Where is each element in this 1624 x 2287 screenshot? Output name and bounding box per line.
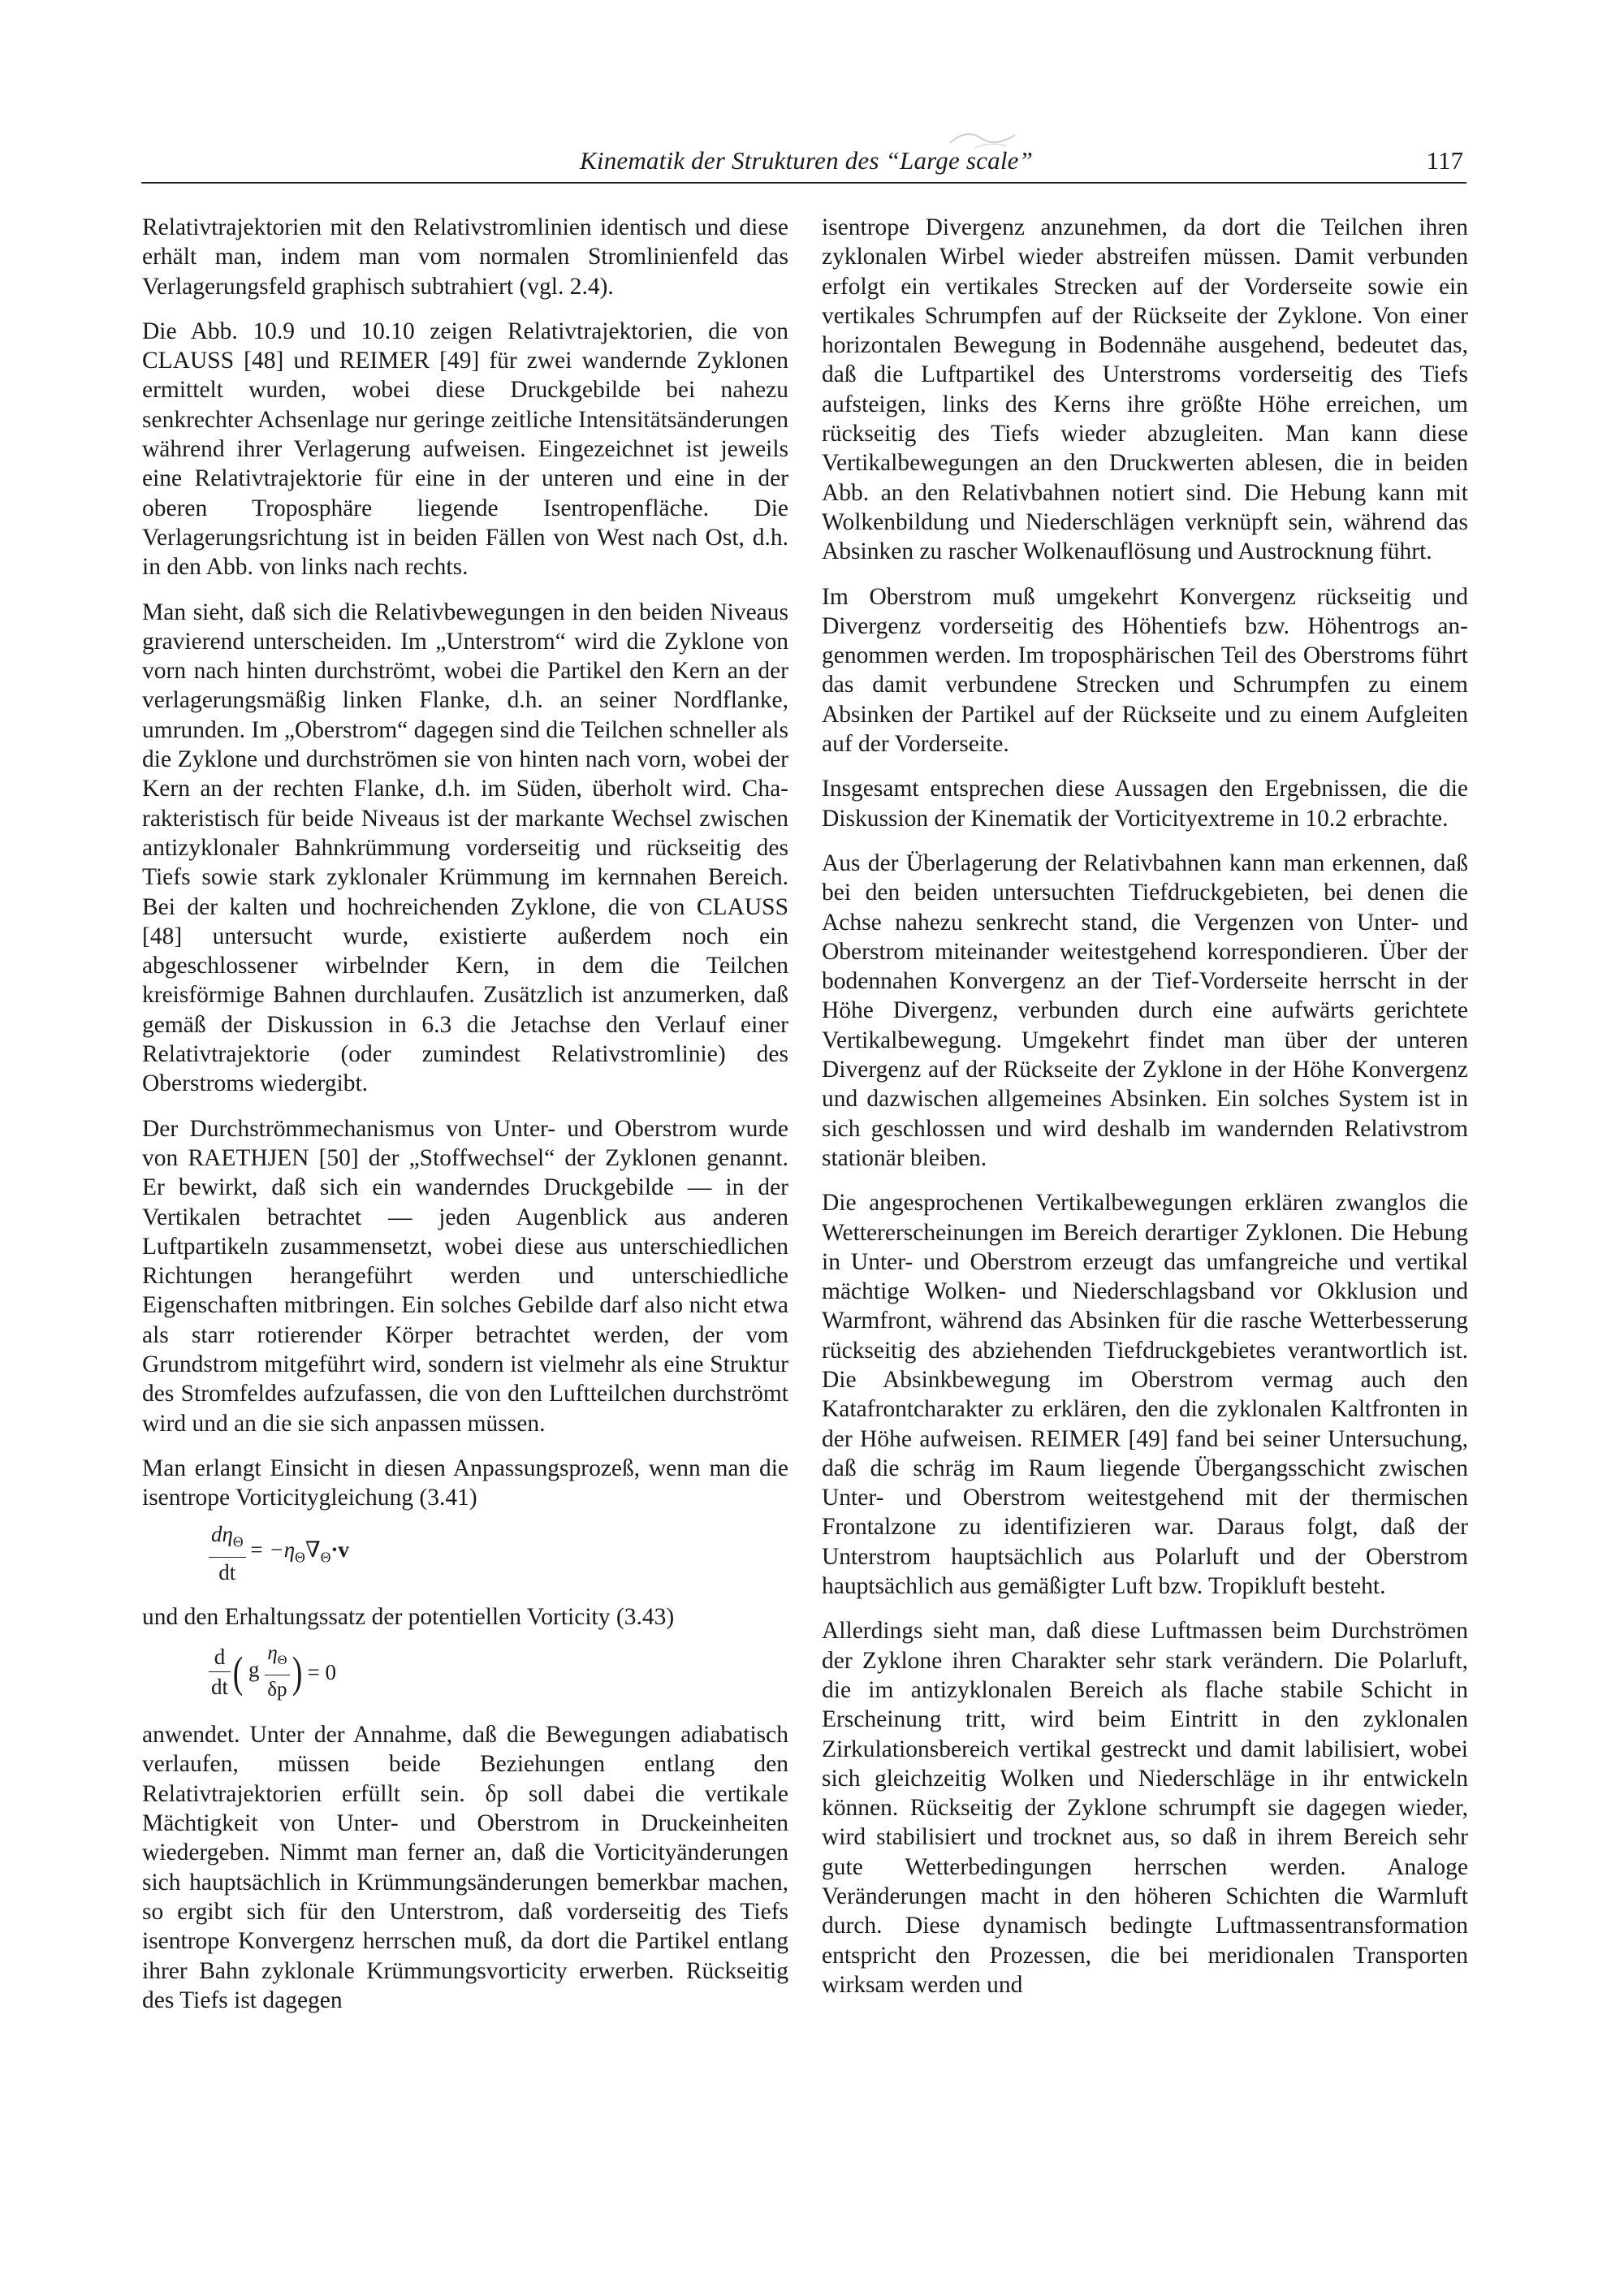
paragraph: Man sieht, daß sich die Relativbewegungen in den beiden Niveaus gravierend unterscheiden. Im „Unterstrom“ wird die Zyklone von vorn nach hinten durchströmt, wobei die Partikel den Kern an der verlagerungsmäßig linken Flanke, d.h. an seiner Nordflanke, umrunden. Im „Oberstrom“ dagegen sind die Teilchen schneller als die Zyklone und durchströmen sie von hinten nach vorn, wobei der Kern an der rechten Flanke, d.h. im Süden, überholt wird. Charakteristisch für beide Niveaus ist der markante Wechsel zwischen antizyklonaler Bahnkrümmung vorderseitig und rückseitig des Tiefs sowie stark zyklonaler Krümmung im kernnahen Bereich. Bei der kalten und hochreichenden Zyklone, die von CLAUSS [48] untersucht wurde, existierte außerdem noch ein abgeschlossener wirbelnder Kern, in dem die Teilchen kreisförmige Bahnen durchlaufen. Zusätzlich ist anzumerken, daß gemäß der Diskussion in 6.3 die Jetachse den Verlauf einer Relativtrajektorie (oder zumindest Relativstromlinie) des Oberstroms wiedergibt. [142, 599, 788, 1097]
left-column [142, 213, 788, 2030]
equation-potential-vorticity: $\frac{d}{dt}$ ( g $\frac{\eta_\Theta}{\delta p}$ ) = 0 [209, 1641, 788, 1702]
page-number: 117 [1426, 146, 1463, 175]
paragraph: anwendet. Unter der Annahme, daß die Bewegungen adiabatisch verlaufen, müssen beide Beziehungen entlang den Relativtrajektorien erfüllt sein. δp soll dabei die vertikale Mächtigkeit von Unter- und Oberstrom in Druckeinheiten wiedergeben. Nimmt man ferner an, daß die Vorticityänderungen sich hauptsächlich in Krümmungsänderungen bemerkbar machen, so ergibt sich für den Unterstrom, daß vorderseitig des Tiefs isentrope Konvergenz herrschen muß, da dort die Partikel entlang ihrer Bahn zyklonale Krümmungsvorticity erwerben. Rückseitig des Tiefs ist dagegen [142, 1722, 788, 2013]
paragraph: isentrope Divergenz anzunehmen, da dort die Teilchen ihren zyklonalen Wirbel wieder abstreifen müssen. Damit verbunden erfolgt ein vertikales Strecken auf der Vorderseite sowie ein vertikales Schrumpfen auf der Rückseite der Zyklone. Von einer horizontalen Bewegung in Bodennähe ausgehend, bedeutet das, daß die Luftpartikel des Unterstroms vorderseitig des Tiefs aufsteigen, links des Kerns ihre größte Höhe erreichen, um rückseitig des Tiefs wieder abzugleiten. Man kann diese Vertikalbewegungen an den Druckwerten ablesen, die in beiden Abb. an den Relativbahnen notiert sind. Die Hebung kann mit Wolkenbildung und Niederschlägen verknüpft sein, während das Absinken zu rascher Wolkenauflösung und Austrocknung führt. [822, 214, 1468, 565]
page-header [141, 145, 1466, 184]
equation-vorticity: $\frac{d\eta_\Theta}{dt}$ = $-\eta_\Theta\nabla_\Theta\cdot v$ [209, 1522, 788, 1584]
fraction: $\frac{d}{dt}$ [209, 1645, 231, 1699]
paragraph: Relativtrajektorien mit den Relativstromlinien identisch und diese erhält man, indem man vom normalen Stromlinienfeld das Verlagerungsfeld graphisch subtrahiert (vgl. 2.4). [142, 214, 788, 300]
paragraph: Im Oberstrom muß umgekehrt Konvergenz rückseitig und Divergenz vorderseitig des Höhentiefs bzw. Höhentrogs angenommen werden. Im troposphärischen Teil des Oberstroms führt das damit verbundene Strecken und Schrumpfen zu einem Absinken der Partikel auf der Rückseite und zu einem Aufgleiten auf der Vorderseite. [822, 583, 1468, 758]
fraction: $\frac{d\eta_\Theta}{dt}$ [209, 1522, 246, 1584]
fraction: $\frac{\eta_\Theta}{\delta p}$ [265, 1641, 289, 1702]
right-column [822, 213, 1468, 2015]
paragraph: Allerdings sieht man, daß diese Luftmassen beim Durchströmen der Zyklone ihren Charakter sehr stark verändern. Die Polarluft, die im antizyklonalen Bereich als flache stabile Schicht in Erscheinung tritt, wird beim Eintritt in den zyklonalen Zirkulationsbereich vertikal gestreckt und damit labilisiert, wobei sich gleichzeitig Wolken und Niederschläge in ihr entwickeln können. Rückseitig der Zyklone schrumpft sie dagegen wieder, wird stabilisiert und trocknet aus, so daß in ihrem Bereich sehr gute Wetterbedingungen herrschen werden. Analoge Veränderungen macht in den höheren Schichten die Warmluft durch. Diese dynamisch bedingte Luftmassentransformation entspricht den Prozessen, die bei meridionalen Transporten wirksam werden und [822, 1618, 1468, 1998]
paragraph: Der Durchströmmechanismus von Unter- und Oberstrom wurde von RAETHJEN [50] der „Stoffwechsel“ der Zyklonen genannt. Er bewirkt, daß sich ein wanderndes Druckgebilde — in der Vertikalen betrachtet — jeden Augenblick aus anderen Luftpartikeln zusammensetzt, wobei diese aus unterschiedlichen Richtungen herangeführt werden und unterschiedliche Eigenschaften mitbringen. Ein solches Gebilde darf also nicht etwa als starr rotierender Körper betrachtet werden, der vom Grundstrom mitgeführt wird, sondern ist vielmehr als eine Struktur des Stromfeldes aufzufassen, die von den Luftteilchen durchströmt wird und an die sie sich anpassen müssen. [142, 1115, 788, 1437]
paragraph: Die Abb. 10.9 und 10.10 zeigen Relativtrajektorien, die von CLAUSS [48] und REIMER [49] für zwei wandernde Zyklonen ermittelt wurden, wobei diese Druckgebilde bei nahezu senkrechter Achsenlage nur geringe zeitliche Intensitätsänderungen während ihrer Verlagerung aufweisen. Eingezeichnet ist jeweils eine Relativtrajektorie für eine in der unteren und eine in der oberen Troposphäre liegende Isentropenfläche. Die Verlagerungsrichtung ist in beiden Fällen von West nach Ost, d.h. in den Abb. von links nach rechts. [142, 318, 788, 581]
paragraph: Insgesamt entsprechen diese Aussagen den Ergebnissen, die die Diskussion der Kinematik der Vorticityextreme in 10.2 erbrachte. [822, 776, 1468, 832]
running-title: Kinematik der Strukturen des “Large scale” [580, 146, 1034, 175]
paragraph: Aus der Überlagerung der Relativbahnen kann man erkennen, daß bei den beiden untersuchten Tiefdruckgebieten, bei denen die Achse nahezu senkrecht stand, die Vergenzen von Unter- und Oberstrom miteinander weitestgehend korrespondieren. Über der bodennahen Konvergenz an der Tief-Vorderseite herrscht in der Höhe Divergenz, verbunden durch eine aufwärts gerichtete Vertikalbewegung. Umgekehrt findet man über der unteren Divergenz auf der Rückseite der Zyklone in der Höhe Konvergenz und dazwischen allgemeines Absinken. Ein solches System ist in sich geschlossen und wird deshalb im wandernden Relativstrom stationär bleiben. [822, 850, 1468, 1171]
paragraph: Die angesprochenen Vertikalbewegungen erklären zwanglos die Wettererscheinungen im Bereich derartiger Zyklonen. Die Hebung in Unter- und Oberstrom erzeugt das umfangreiche und vertikal mächtige Wolken- und Niederschlagsband vor Okklusion und Warmfront, während das Absinken für die rasche Wetterbesserung rückseitig des abziehenden Tiefdruckgebietes verantwortlich ist. Die Absinkbewegung im Oberstrom vermag auch den Katafrontcharakter zu erklären, den die zyklonalen Kaltfronten in der Höhe aufweisen. REIMER [49] fand bei seiner Untersuchung, daß die schräg im Raum liegende Übergangsschicht zwischen Unter- und Oberstrom weitestgehend mit der thermischen Frontalzone zu identifizieren war. Daraus folgt, daß der Unterstrom hauptsächlich aus Polarluft und der Oberstrom hauptsächlich aus gemäßigter Luft bzw. Tropikluft besteht. [822, 1190, 1468, 1600]
paragraph: Man erlangt Einsicht in diesen Anpassungsprozeß, wenn man die isentrope Vorticitygleichung (3.41) [142, 1455, 788, 1511]
paragraph: und den Erhaltungssatz der potentiellen Vorticity (3.43) [142, 1603, 675, 1630]
